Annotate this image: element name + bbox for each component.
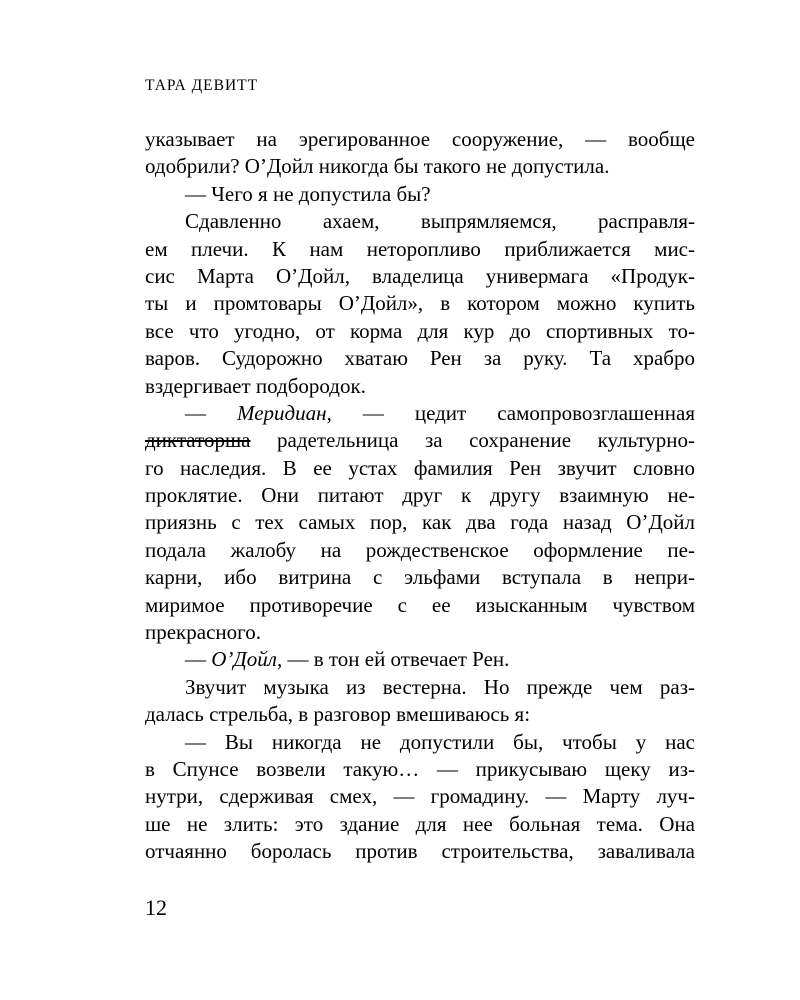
text-line xyxy=(145,126,695,153)
text-line xyxy=(145,290,695,317)
text-segment: варов. Судорожно хватаю Рен за руку. Та храбро xyxy=(145,346,695,371)
text-segment: нутри, сдерживая смех, — громадину. — Марту луч- xyxy=(145,784,695,809)
text-segment: — Вы никогда не допустили бы, чтобы у нас xyxy=(185,729,695,754)
italic-text: Меридиан xyxy=(237,400,327,425)
text-line xyxy=(145,482,695,509)
text-segment: Сдавленно ахаем, выпрямляемся, расправля- xyxy=(185,209,695,234)
text-segment: отчаянно боролась против строительства, заваливала xyxy=(145,839,695,864)
text-segment: , — цедит самопровозглашенная xyxy=(326,400,696,425)
text-segment: сис Марта О’Дойл, владелица универмага «Продук- xyxy=(145,263,695,288)
text-line xyxy=(145,509,695,536)
text-segment: го наследия. В ее устах фамилия Рен звучит словно xyxy=(145,455,695,480)
struck-text: диктаторша xyxy=(145,428,251,453)
body-text xyxy=(145,126,695,866)
text-line xyxy=(145,564,695,591)
text-line xyxy=(145,674,695,701)
text-segment: ше не злить: это здание для нее больная тема. Она xyxy=(145,811,695,836)
text-line xyxy=(145,236,695,263)
text-segment: подала жалобу на рождественское оформление пе- xyxy=(145,537,695,562)
text-line xyxy=(145,729,695,756)
text-segment: ты и промтовары О’Дойл», в котором можно купить xyxy=(145,291,695,316)
text-segment: — Чего я не допустила бы? xyxy=(185,181,431,206)
text-line xyxy=(145,263,695,290)
text-segment: проклятие. Они питают друг к другу взаимную не- xyxy=(145,483,695,508)
text-segment: радетельница за сохранение культурно- xyxy=(250,428,695,453)
text-line xyxy=(145,756,695,783)
text-line xyxy=(145,208,695,235)
text-segment: одобрили? О’Дойл никогда бы такого не допустила. xyxy=(145,154,610,179)
page-number: 12 xyxy=(145,895,167,920)
text-line xyxy=(145,427,695,454)
text-segment: карни, ибо витрина с эльфами вступала в непри- xyxy=(145,565,695,590)
text-segment: приязнь с тех самых пор, как два года назад О’Дойл xyxy=(145,510,695,535)
running-head: ТАРА ДЕВИТТ xyxy=(145,77,259,94)
text-line xyxy=(145,783,695,810)
text-segment: — xyxy=(185,647,212,672)
text-line xyxy=(145,701,695,728)
text-segment: в Спунсе возвели такую… — прикусываю щеку из- xyxy=(145,756,695,781)
text-line xyxy=(145,592,695,619)
text-line xyxy=(145,537,695,564)
text-segment: прекрасного. xyxy=(145,620,261,645)
text-line xyxy=(145,646,695,673)
text-segment: , — в тон ей отвечает Рен. xyxy=(276,647,510,672)
text-segment: далась стрельба, в разговор вмешиваюсь я: xyxy=(145,702,531,727)
text-line xyxy=(145,400,695,427)
text-segment: миримое противоречие с ее изысканным чувством xyxy=(145,592,695,617)
text-segment: указывает на эрегированное сооружение, — вообще xyxy=(145,127,695,151)
text-line xyxy=(145,318,695,345)
text-line xyxy=(145,345,695,372)
text-segment: — xyxy=(185,400,238,425)
text-line xyxy=(145,619,695,646)
text-segment: вздергивает подбородок. xyxy=(145,373,366,398)
text-line xyxy=(145,838,695,865)
text-line xyxy=(145,373,695,400)
text-line xyxy=(145,811,695,838)
italic-text: О’Дойл xyxy=(211,647,277,672)
text-line xyxy=(145,153,695,180)
text-segment: все что угодно, от корма для кур до спортивных то- xyxy=(145,318,695,343)
text-segment: ем плечи. К нам неторопливо приближается мис- xyxy=(145,236,695,261)
text-line xyxy=(145,181,695,208)
text-segment: Звучит музыка из вестерна. Но прежде чем раз- xyxy=(185,674,695,699)
text-line xyxy=(145,455,695,482)
